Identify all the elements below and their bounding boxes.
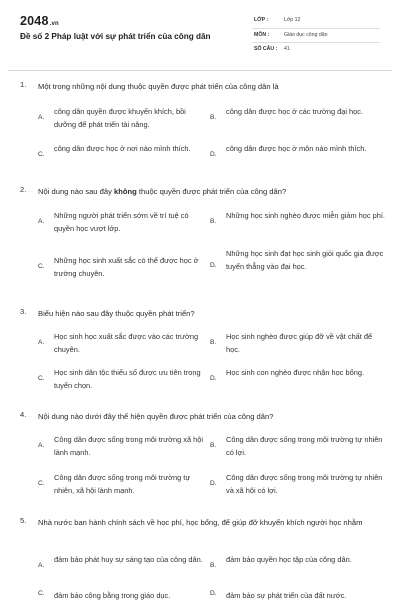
meta-label: MÔN : — [254, 31, 270, 38]
question-number: 1. — [20, 80, 27, 89]
meta-value: Lớp 12 — [284, 17, 301, 23]
meta-row-subject — [252, 29, 380, 44]
meta-label: SỐ CÂU : — [254, 46, 278, 52]
option-letter: D. — [210, 375, 217, 382]
option-text: Công dân được sống trong môi trường tự nhiên, xã hội lành mạnh. — [54, 473, 191, 495]
question-text: Biểu hiện nào sau đây thuộc quyền phát triển? — [38, 309, 195, 318]
option-text: công dân được học ở môn nào mình thích. — [226, 144, 367, 153]
question-text: Nội dung nào sau đây không thuộc quyền được phát triển của công dân? — [38, 187, 287, 196]
option-letter: D. — [210, 262, 217, 269]
option-letter: C. — [38, 375, 45, 382]
question-number: 3. — [20, 307, 27, 316]
option-text: Những học sinh xuất sắc có thể được học ở trường chuyên. — [54, 256, 199, 278]
question-number: 5. — [20, 516, 27, 525]
option-letter: D. — [210, 480, 217, 487]
option-letter: B. — [210, 442, 217, 449]
option-text: Học sinh học xuất sắc được vào các trường chuyên. — [54, 332, 199, 354]
option-text: đảm bảo phát huy sự sáng tạo của công dân. — [54, 555, 203, 564]
option-letter: B. — [210, 339, 217, 346]
meta-value: 41 — [284, 46, 290, 52]
document-title: Đề số 2 Pháp luật với sự phát triển của công dân — [20, 32, 211, 41]
option-text: Những học sinh đạt học sinh giỏi quốc gia được tuyển thẳng vào đại học. — [226, 249, 384, 271]
option-text: đảm bảo sự phát triển của đất nước. — [226, 591, 347, 600]
brand-suffix: .vn — [49, 21, 59, 27]
option-text: công dân được học ở các trường đại học. — [226, 107, 364, 116]
option-letter: A. — [38, 562, 45, 569]
meta-row-class — [252, 14, 380, 29]
option-letter: C. — [38, 480, 45, 487]
meta-label: LỚP : — [254, 17, 269, 23]
option-text: đảm bảo công bằng trong giáo dục. — [54, 591, 171, 600]
question-text: Nội dung nào dưới đây thể hiện quyền được phát triển của công dân? — [38, 412, 274, 421]
meta-table — [252, 14, 380, 58]
option-text: Những người phát triển sớm về trí tuệ có quyền học vượt lớp. — [54, 211, 189, 233]
option-letter: C. — [38, 590, 45, 597]
meta-row-count — [252, 43, 380, 58]
option-text: Công dân được sống trong môi trường tự nhiên và xã hội có lợi. — [226, 473, 383, 495]
option-text: Học sinh nghèo được giúp đỡ về vật chất để học. — [226, 332, 373, 354]
brand-logo[interactable] — [20, 14, 59, 28]
option-letter: A. — [38, 218, 45, 225]
meta-value: Giáo dục công dân — [284, 31, 328, 38]
option-text: đảm bảo quyền học tập của công dân. — [226, 555, 352, 564]
option-letter: D. — [210, 590, 217, 597]
option-text: công dân được học ở nơi nào mình thích. — [54, 144, 191, 153]
option-text: Học sinh dân tộc thiểu số được ưu tiên trong tuyển chọn. — [54, 368, 201, 390]
question-number: 4. — [20, 410, 27, 419]
option-letter: B. — [210, 218, 217, 225]
option-letter: B. — [210, 562, 217, 569]
option-text: công dân quyền được khuyến khích, bồi dưỡng để phát triển tài năng. — [54, 107, 186, 129]
option-text: Những học sinh nghèo được miễn giảm học phí. — [226, 211, 385, 220]
question-text: Một trong những nội dung thuộc quyền được phát triển của công dân là — [38, 82, 279, 91]
option-letter: A. — [38, 339, 45, 346]
option-letter: A. — [38, 114, 45, 121]
question-text: Nhà nước ban hành chính sách về học phí, học bổng, để giúp đỡ khuyến khích người học nhằm — [38, 518, 363, 527]
option-text: Công dân được sống trong môi trường xã hội lành mạnh. — [54, 435, 204, 457]
question-number: 2. — [20, 185, 27, 194]
option-text: Học sinh con nghèo được nhận học bổng. — [226, 368, 364, 377]
option-text: Công dân được sống trong môi trường tự nhiên có lợi. — [226, 435, 383, 457]
option-letter: C. — [38, 263, 45, 270]
option-letter: B. — [210, 114, 217, 121]
emphasis-text: không — [114, 187, 137, 196]
option-letter: D. — [210, 151, 217, 158]
header — [0, 0, 400, 64]
brand-name: 2048 — [20, 14, 49, 28]
header-divider — [8, 70, 392, 71]
option-letter: C. — [38, 151, 45, 158]
option-letter: A. — [38, 442, 45, 449]
